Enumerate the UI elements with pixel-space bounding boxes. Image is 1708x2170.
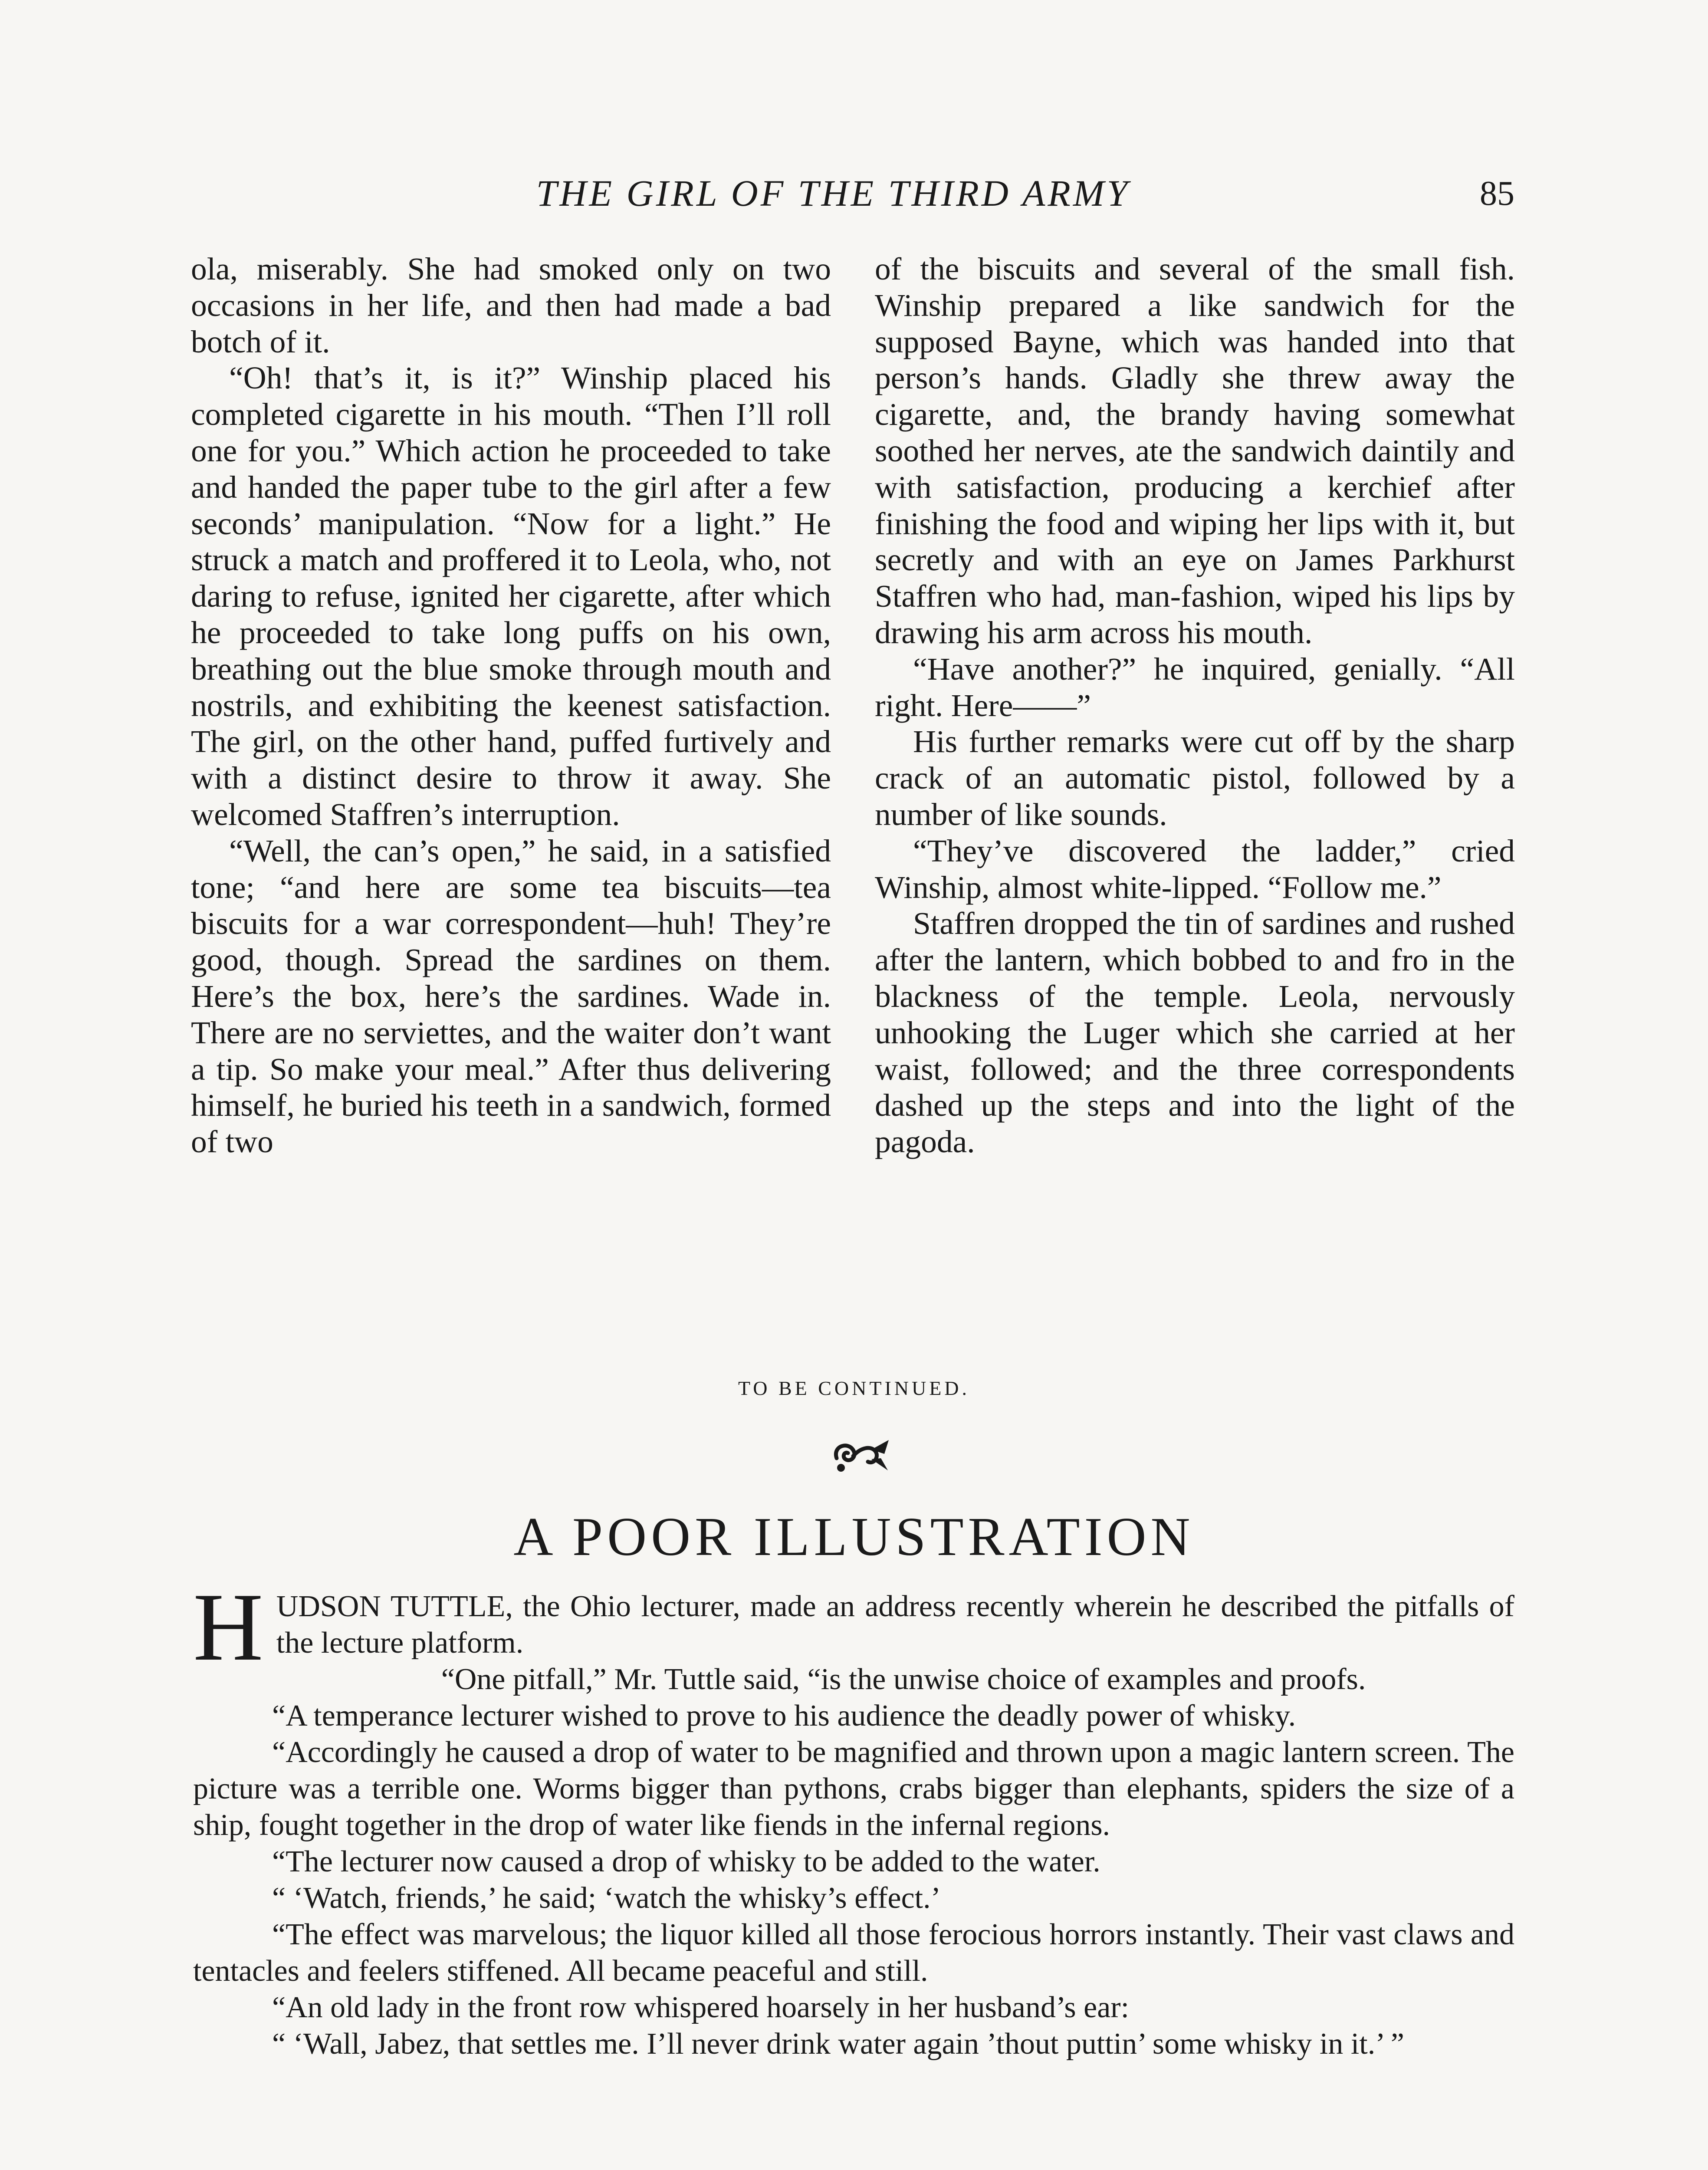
story-paragraph: “They’ve discovered the ladder,” cried Winship, almost white-lipped. “Follow me.” bbox=[875, 833, 1515, 905]
article-paragraph: “ ‘Watch, friends,’ he said; ‘watch the whisky’s effect.’ bbox=[272, 1881, 941, 1915]
article-paragraph: “The lecturer now caused a drop of whisky to be added to the water. bbox=[272, 1845, 1100, 1878]
running-title: THE GIRL OF THE THIRD ARMY bbox=[536, 172, 1130, 214]
page-number: 85 bbox=[1480, 174, 1514, 213]
article-body bbox=[193, 1573, 1514, 2062]
story-paragraph: “Oh! that’s it, is it?” Winship placed his completed cigarette in his mouth. “Then I’ll roll one for you.” Which action he proceeded to take and handed the paper tube to the girl after a few seconds’ manipulation. “Now for a light.” He struck a match and proffered it to Leola, who, not daring to refuse, ignited her cigarette, after which he proceeded to take long puffs on his own, breathing out the blue smoke through mouth and nostrils, and exhibiting the keenest satisfaction. The girl, on the other hand, puffed furtively and with a distinct desire to throw it away. She welcomed Staffren’s interruption. bbox=[191, 360, 831, 832]
story-paragraph: “Well, the can’s open,” he said, in a satisfied tone; “and here are some tea biscuits—tea biscuits for a war correspondent—huh! They’re good, though. Spread the sardines on them. Here’s the box, here’s the sardines. Wade in. There are no serviettes, and the waiter don’t want a tip. So make your meal.” After thus delivering himself, he buried his teeth in a sandwich, formed of two bbox=[191, 833, 831, 1160]
drop-cap: H bbox=[193, 1573, 263, 1681]
story-right-column bbox=[875, 251, 1515, 1160]
article-paragraph: “Accordingly he caused a drop of water to be magnified and thrown upon a magic lantern screen. The picture was a terrible one. Worms bigger than pythons, crabs bigger than elephants, spiders the size of a ship, fought together in the drop of water like fiends in the infernal regions. bbox=[193, 1736, 1514, 1842]
fleuron-icon bbox=[828, 1432, 893, 1480]
story-left-column bbox=[191, 251, 831, 1160]
article-paragraph: “An old lady in the front row whispered hoarsely in her husband’s ear: bbox=[272, 1991, 1130, 2024]
article-title: A POOR ILLUSTRATION bbox=[513, 1507, 1195, 1567]
story-paragraph: of the biscuits and several of the small fish. Winship prepared a like sandwich for the supposed Bayne, which was handed into that person’s hands. Gladly she threw away the cigarette, and, the brandy having somewhat soothed her nerves, ate the sandwich daintily and with satisfaction, producing a kerchief after finishing the food and wiping her lips with it, but secretly and with an eye on James Parkhurst Staffren who had, man-fashion, wiped his lips by drawing his arm across his mouth. bbox=[875, 251, 1515, 650]
story-columns bbox=[191, 251, 1514, 1345]
story-paragraph: ola, miserably. She had smoked only on two occasions in her life, and then had made a bad botch of it. bbox=[191, 251, 831, 359]
article-paragraph: “The effect was marvelous; the liquor killed all those ferocious horrors instantly. Their vast claws and tentacles and feelers stiffened. All became peaceful and still. bbox=[193, 1918, 1514, 1988]
article-paragraph: “A temperance lecturer wished to prove to his audience the deadly power of whisky. bbox=[272, 1699, 1296, 1733]
article-first-paragraph-text: UDSON TUTTLE, the Ohio lecturer, made an address recently wherein he described the pitfalls of the lecture platform. bbox=[276, 1590, 1514, 1660]
to-be-continued-note: TO BE CONTINUED. bbox=[738, 1377, 970, 1399]
running-head bbox=[191, 171, 1514, 219]
story-paragraph: “Have another?” he inquired, genially. “All right. Here——” bbox=[875, 651, 1515, 723]
article-paragraph: “One pitfall,” Mr. Tuttle said, “is the unwise choice of examples and proofs. bbox=[441, 1663, 1366, 1696]
article-paragraph: “ ‘Wall, Jabez, that settles me. I’ll never drink water again ’thout puttin’ some whisky in it.’ ” bbox=[272, 2027, 1404, 2061]
story-paragraph: Staffren dropped the tin of sardines and rushed after the lantern, which bobbed to and fro in the blackness of the temple. Leola, nervously unhooking the Luger which she carried at her waist, followed; and the three correspondents dashed up the steps and into the light of the pagoda. bbox=[875, 906, 1515, 1160]
story-paragraph: His further remarks were cut off by the sharp crack of an automatic pistol, followed by a number of like sounds. bbox=[875, 724, 1515, 832]
